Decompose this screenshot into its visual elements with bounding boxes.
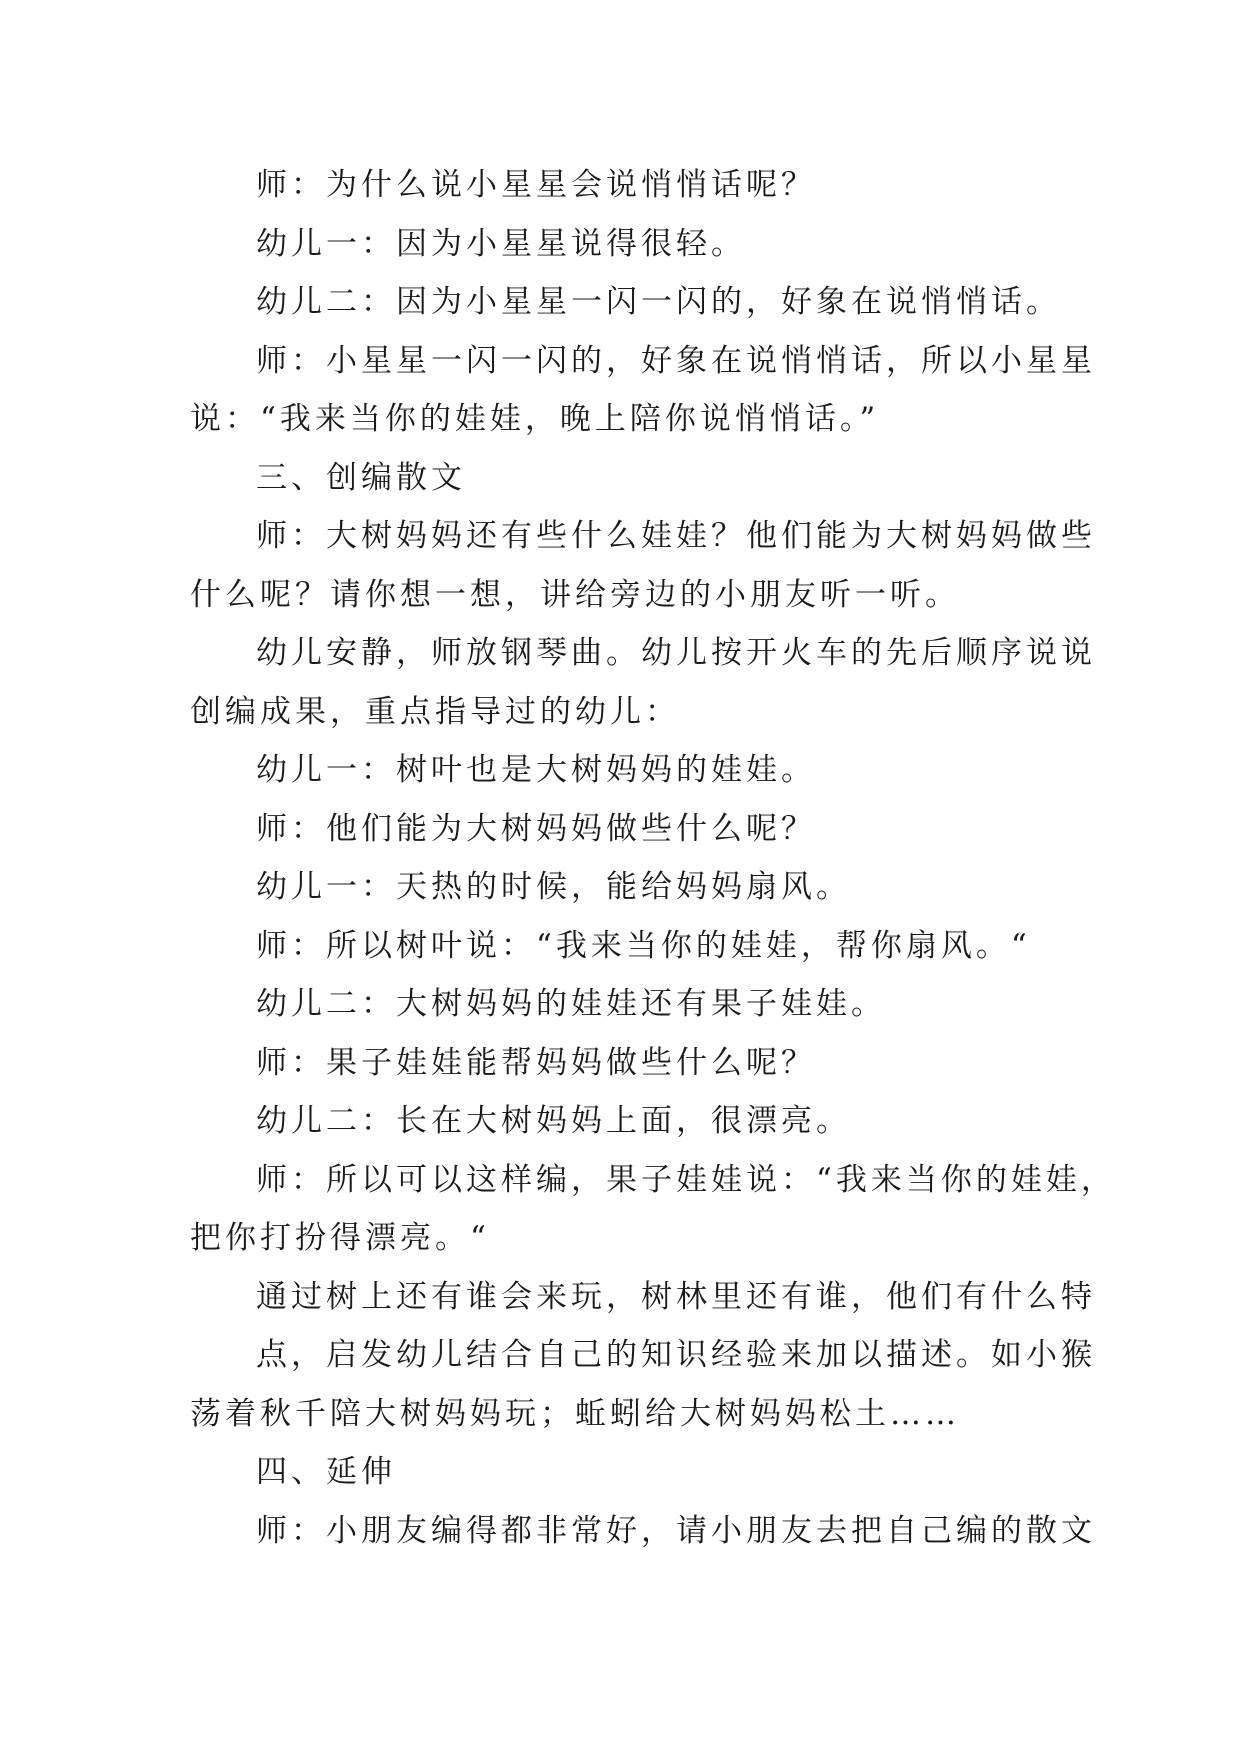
- paragraph-line: 点，启发幼儿结合自己的知识经验来加以描述。如小猴: [256, 1337, 1096, 1373]
- paragraph-line: 创编成果，重点指导过的幼儿：: [190, 693, 680, 730]
- paragraph-line: 师：大树妈妈还有些什么娃娃？他们能为大树妈妈做些: [256, 518, 1096, 554]
- paragraph-line: 师：他们能为大树妈妈做些什么呢？: [256, 810, 816, 847]
- section-heading: 四、延伸: [256, 1454, 396, 1490]
- paragraph-line: 幼儿一：天热的时候，能给妈妈扇风。: [256, 869, 851, 905]
- paragraph-line: 什么呢？请你想一想，讲给旁边的小朋友听一听。: [190, 576, 960, 613]
- paragraph-line: 说：“我来当你的娃娃，晚上陪你说悄悄话。”: [190, 401, 880, 437]
- section-heading: 三、创编散文: [256, 459, 466, 496]
- document-body: [190, 156, 1116, 1560]
- paragraph-line: 幼儿二：大树妈妈的娃娃还有果子娃娃。: [256, 986, 886, 1022]
- paragraph-line: 幼儿一：树叶也是大树妈妈的娃娃。: [256, 752, 816, 788]
- paragraph-line: 幼儿二：因为小星星一闪一闪的，好象在说悄悄话。: [256, 284, 1061, 320]
- paragraph-line: 幼儿安静，师放钢琴曲。幼儿按开火车的先后顺序说说: [256, 635, 1096, 671]
- paragraph-line: 师：果子娃娃能帮妈妈做些什么呢？: [256, 1044, 816, 1081]
- paragraph-line: 通过树上还有谁会来玩，树林里还有谁，他们有什么特: [256, 1278, 1096, 1315]
- paragraph-line: 师：为什么说小星星会说悄悄话呢？: [256, 167, 816, 203]
- paragraph-line: 师：小星星一闪一闪的，好象在说悄悄话，所以小星星: [256, 342, 1096, 379]
- paragraph-line: 把你打扮得漂亮。“: [190, 1220, 490, 1256]
- paragraph-line: 幼儿二：长在大树妈妈上面，很漂亮。: [256, 1103, 851, 1139]
- paragraph-line: 师：小朋友编得都非常好，请小朋友去把自己编的散文: [256, 1512, 1096, 1549]
- paragraph-line: 师：所以树叶说：“我来当你的娃娃，帮你扇风。“: [256, 927, 1031, 964]
- paragraph-line: 荡着秋千陪大树妈妈玩；蚯蚓给大树妈妈松土……: [190, 1395, 960, 1432]
- paragraph-line: 幼儿一：因为小星星说得很轻。: [256, 225, 746, 262]
- paragraph-line: 师：所以可以这样编，果子娃娃说：“我来当你的娃娃，: [256, 1161, 1116, 1198]
